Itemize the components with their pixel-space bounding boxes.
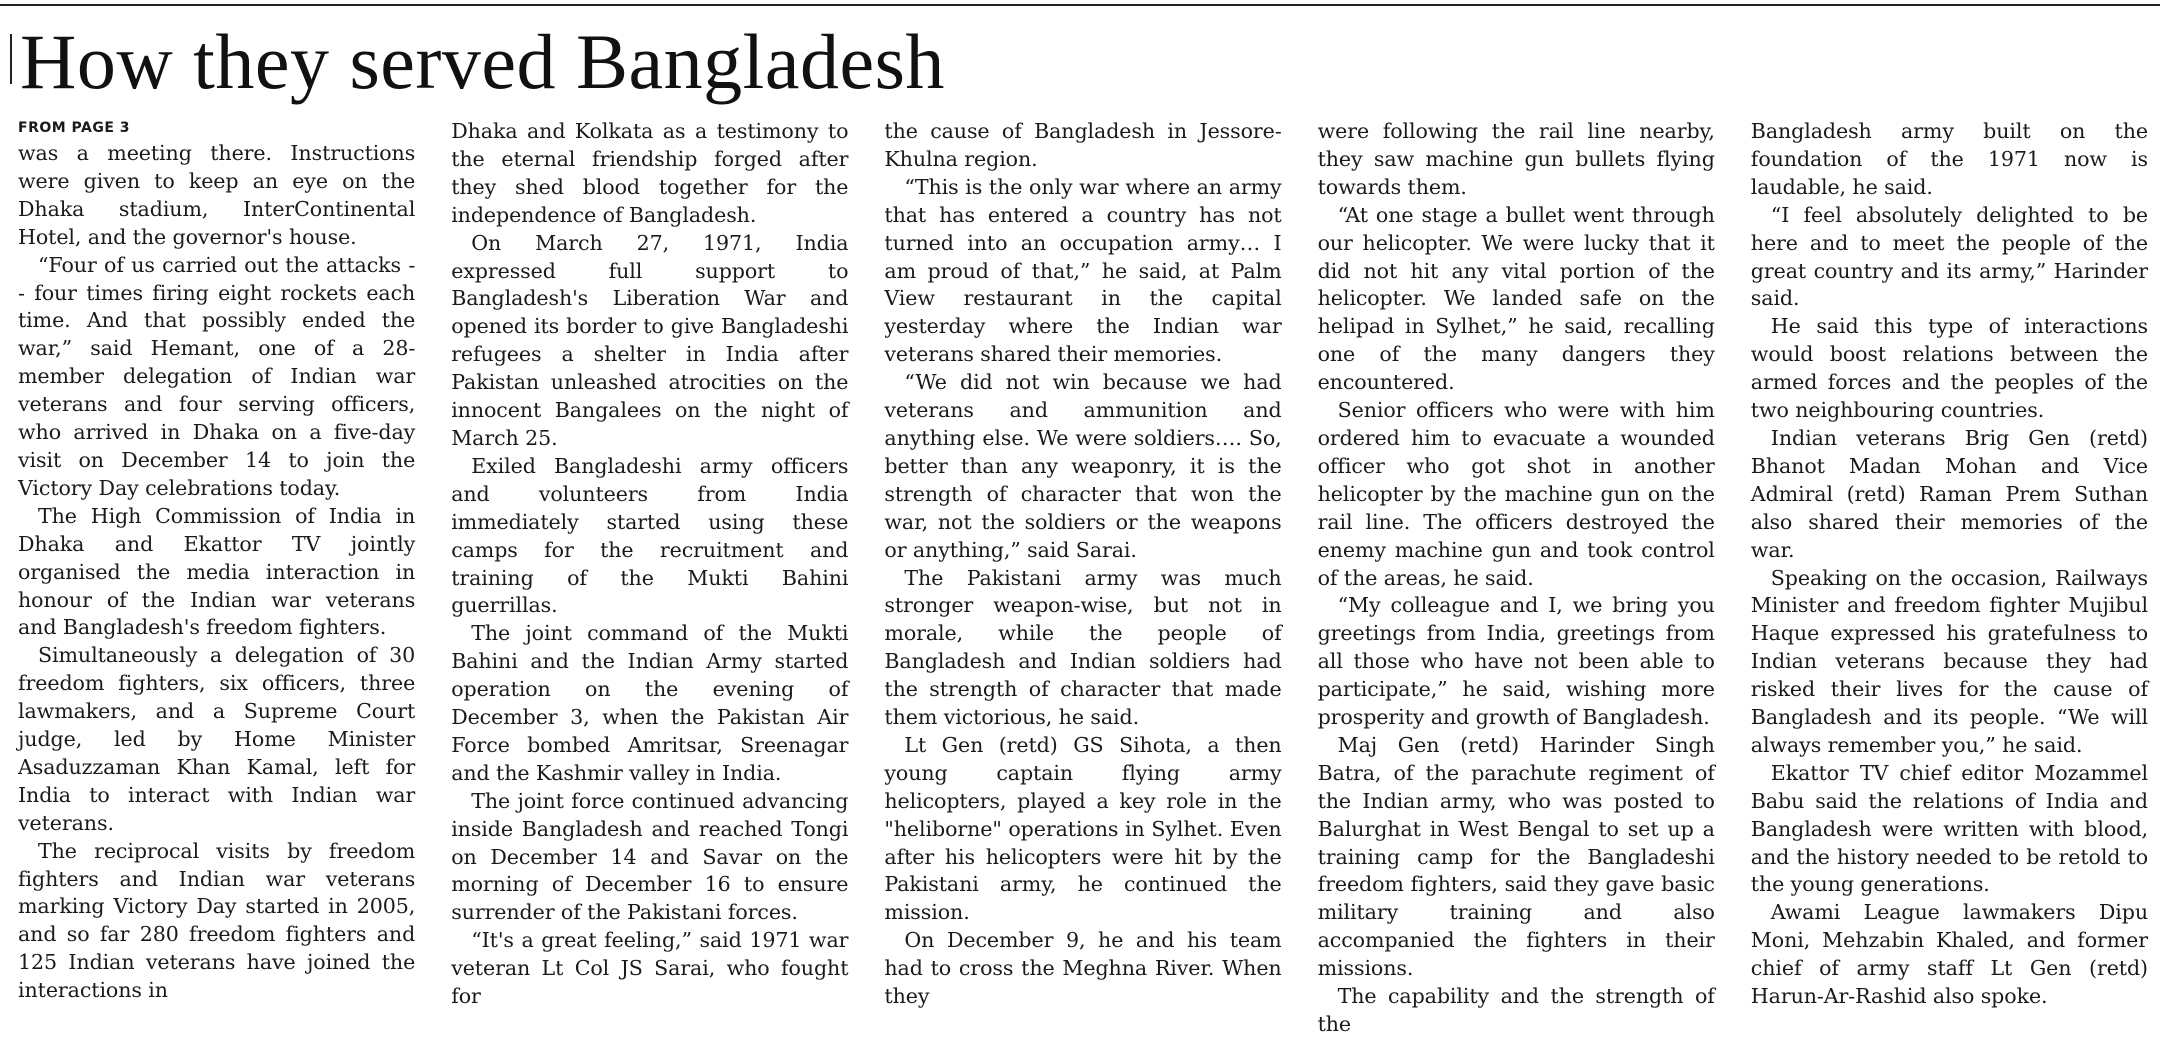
paragraph: The reciprocal visits by freedom fighters and Indian war veterans marking Victory Day started in 2005, and so far 280 freedom fighters and 125 Indian veterans have joined the interactions in [18,838,416,1003]
paragraph: Speaking on the occasion, Railways Minister and freedom fighter Mujibul Haque expressed his gratefulness to Indian veterans because they had risked their lives for the cause of Bangladesh and its people. “We will always remember you,” he said. [1750,565,2148,757]
column-5 [1751,118,2148,1039]
column-3 [884,118,1281,1039]
column-1 [18,118,415,1039]
column-2 [451,118,848,1039]
paragraph: On December 9, he and his team had to cross the Meghna River. When they [884,928,1282,1009]
paragraph: The capability and the strength of the [1317,984,1715,1036]
paragraph: Lt Gen (retd) GS Sihota, a then young captain flying army helicopters, played a key role in the "heliborne" operations in Sylhet. Even after his helicopters were hit by the Pakistani army, he continued the mission. [884,732,1282,925]
paragraph: “My colleague and I, we bring you greetings from India, greetings from all those who have not been able to participate,” he said, wishing more prosperity and growth of Bangladesh. [1317,593,1715,730]
paragraph: “Four of us carried out the attacks -- four times firing eight rockets each time. And that possibly ended the war,” said Hemant, one of a 28-member delegation of Indian war veterans and four serving officers, who arrived in Dhaka on a five-day visit on December 14 to join the Victory Day celebrations today. [18,252,416,500]
paragraph: Simultaneously a delegation of 30 freedom fighters, six officers, three lawmakers, and a Supreme Court judge, led by Home Minister Asaduzzaman Khan Kamal, left for India to interact with Indian war veterans. [18,643,416,835]
paragraph: “I feel absolutely delighted to be here and to meet the people of the great country and its army,” Harinder said. [1750,202,2148,311]
paragraph: Maj Gen (retd) Harinder Singh Batra, of the parachute regiment of the Indian army, who was posted to Balurghat in West Bengal to set up a training camp for the Bangladeshi freedom fighters, said they gave basic military training and also accompanied the fighters in their missions. [1317,732,1715,981]
paragraph: “This is the only war where an army that has entered a country has not turned into an occupation army… I am proud of that,” he said, at Palm View restaurant in the capital yesterday where the Indian war veterans shared their memories. [884,174,1282,367]
article-body [18,118,2148,1036]
paragraph: were following the rail line nearby, they saw machine gun bullets flying towards them. [1317,119,1715,199]
paragraph: Exiled Bangladeshi army officers and volunteers from India immediately started using these camps for the recruitment and training of the Mukti Bahini guerrillas. [451,453,849,618]
paragraph: Bangladesh army built on the foundation of the 1971 now is laudable, he said. [1750,119,2148,199]
paragraph: Indian veterans Brig Gen (retd) Bhanot Madan Mohan and Vice Admiral (retd) Raman Prem Suthan also shared their memories of the war. [1750,425,2148,562]
paragraph: Senior officers who were with him ordered him to evacuate a wounded officer who got shot in another helicopter by the machine gun on the rail line. The officers destroyed the enemy machine gun and took control of the areas, he said. [1317,398,1715,590]
paragraph: “We did not win because we had veterans and ammunition and anything else. We were soldiers…. So, better than any weaponry, it is the strength of character that won the war, not the soldiers or the weapons or anything,” said Sarai. [884,370,1282,562]
paragraph: Dhaka and Kolkata as a testimony to the eternal friendship forged after they shed blood together for the independence of Bangladesh. [451,119,849,227]
top-rule [0,4,2160,6]
paragraph: The joint command of the Mukti Bahini and the Indian Army started operation on the evening of December 3, when the Pakistan Air Force bombed Amritsar, Sreenagar and the Kashmir valley in India. [451,621,849,785]
continuation-kicker: FROM PAGE 3 [18,120,131,136]
column-4 [1318,118,1715,1039]
paragraph: Awami League lawmakers Dipu Moni, Mehzabin Khaled, and former chief of army staff Lt Gen (retd) Harun-Ar-Rashid also spoke. [1750,900,2148,1009]
paragraph: The High Commission of India in Dhaka and Ekattor TV jointly organised the media interaction in honour of the Indian war veterans and Bangladesh's freedom fighters. [18,503,416,640]
paragraph: “At one stage a bullet went through our helicopter. We were lucky that it did not hit any vital portion of the helicopter. We landed safe on the helipad in Sylhet,” he said, recalling one of the many dangers they encountered. [1317,202,1715,395]
paragraph: Ekattor TV chief editor Mozammel Babu said the relations of India and Bangladesh were written with blood, and the history needed to be retold to the young generations. [1750,760,2148,897]
headline-left-bar [10,34,12,84]
headline: How they served Bangladesh [20,18,945,105]
paragraph: The Pakistani army was much stronger weapon-wise, but not in morale, while the people of Bangladesh and Indian soldiers had the strength of character that made them victorious, he said. [884,565,1282,730]
paragraph: On March 27, 1971, India expressed full support to Bangladesh's Liberation War and opened its border to give Bangladeshi refugees a shelter in India after Pakistan unleashed atrocities on the innocent Bangalees on the night of March 25. [451,230,849,450]
paragraph: the cause of Bangladesh in Jessore-Khulna region. [884,119,1282,171]
paragraph: He said this type of interactions would boost relations between the armed forces and the peoples of the two neighbouring countries. [1750,314,2148,423]
paragraph: “It's a great feeling,” said 1971 war veteran Lt Col JS Sarai, who fought for [451,928,849,1009]
paragraph: The joint force continued advancing inside Bangladesh and reached Tongi on December 14 and Savar on the morning of December 16 to ensure surrender of the Pakistani forces. [451,788,849,925]
paragraph: was a meeting there. Instructions were given to keep an eye on the Dhaka stadium, InterContinental Hotel, and the governor's house. [18,141,416,249]
